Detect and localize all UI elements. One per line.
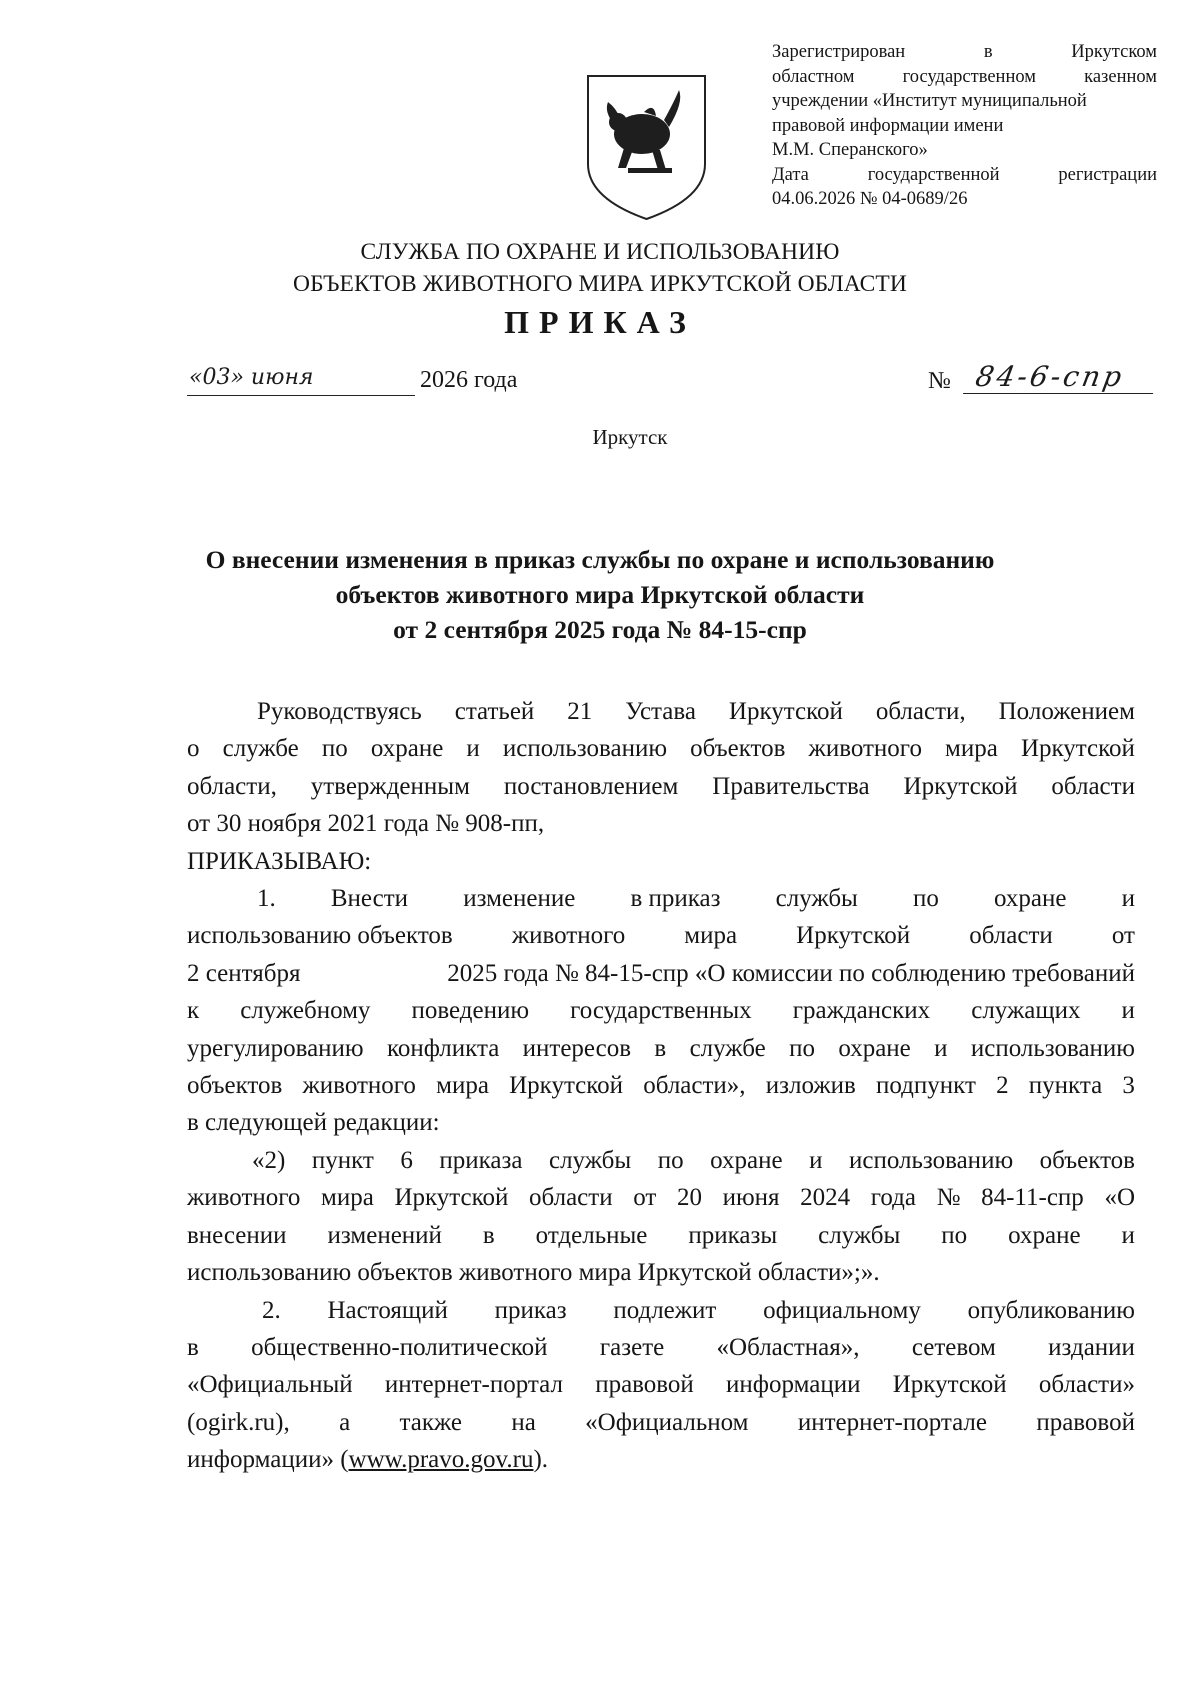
item-1-paragraph bbox=[187, 880, 1135, 1142]
word: объектов bbox=[187, 1072, 283, 1100]
word: использованию объектов bbox=[187, 922, 453, 950]
word: объектов bbox=[1039, 1146, 1135, 1174]
word: постановлением bbox=[503, 772, 679, 800]
word: Иркутской bbox=[796, 922, 911, 950]
word: «О bbox=[1104, 1184, 1135, 1212]
word: охране bbox=[1008, 1221, 1081, 1249]
word: в приказ bbox=[630, 885, 721, 913]
text-line: от 30 ноября 2021 года № 908-пп, bbox=[187, 810, 545, 838]
word: изложив bbox=[765, 1072, 856, 1100]
word: отдельные bbox=[535, 1221, 648, 1249]
word: Руководствуясь bbox=[257, 698, 422, 725]
word: 21 bbox=[567, 698, 593, 725]
word: июня bbox=[722, 1184, 780, 1212]
word: охране bbox=[994, 885, 1067, 913]
organization-name-line1: СЛУЖБА ПО ОХРАНЕ И ИСПОЛЬЗОВАНИЮ bbox=[360, 239, 840, 265]
word: Иркутской bbox=[892, 1371, 1007, 1399]
text-line bbox=[187, 1292, 1135, 1329]
word: службы bbox=[775, 885, 858, 913]
text-line bbox=[187, 1404, 1135, 1441]
item-2-paragraph bbox=[187, 1292, 1135, 1479]
word: интересов bbox=[522, 1034, 632, 1062]
word: «Официальном bbox=[585, 1408, 749, 1436]
word: мира bbox=[684, 922, 738, 950]
word: использованию bbox=[848, 1146, 1014, 1174]
word: использованию bbox=[970, 1034, 1135, 1062]
word: и bbox=[1121, 885, 1135, 913]
document-date bbox=[187, 365, 537, 399]
date-year: 2026 года bbox=[420, 367, 518, 393]
word: мира bbox=[321, 1184, 374, 1212]
text-line bbox=[187, 992, 1135, 1029]
word: урегулированию bbox=[187, 1034, 364, 1062]
word: 6 bbox=[400, 1146, 413, 1174]
word: и bbox=[934, 1034, 948, 1062]
word: службы bbox=[548, 1146, 632, 1174]
word: 3 bbox=[1122, 1072, 1135, 1100]
word: охране bbox=[710, 1146, 783, 1174]
word: области, bbox=[187, 772, 277, 800]
word: и bbox=[466, 735, 480, 763]
word: сетевом bbox=[911, 1333, 996, 1361]
text-line bbox=[187, 880, 1135, 917]
word: по bbox=[941, 1221, 968, 1249]
text-line bbox=[187, 693, 1135, 730]
quoted-amendment bbox=[187, 1142, 1135, 1292]
word: государственных bbox=[570, 997, 752, 1025]
word: животного bbox=[511, 922, 626, 950]
word: области bbox=[969, 922, 1053, 950]
word: 1. bbox=[257, 885, 276, 913]
word: конфликта bbox=[386, 1034, 500, 1062]
word: Иркутской bbox=[509, 1072, 624, 1100]
word: в bbox=[654, 1034, 667, 1062]
word: Иркутской bbox=[1020, 735, 1135, 763]
word: служебному bbox=[240, 997, 371, 1025]
word: в bbox=[187, 1333, 199, 1361]
word: от bbox=[633, 1184, 657, 1212]
text-line bbox=[187, 730, 1135, 767]
word: служащих bbox=[971, 997, 1081, 1025]
word: по bbox=[657, 1146, 684, 1174]
text-line bbox=[187, 1142, 1135, 1179]
word: Устава bbox=[625, 698, 696, 725]
word: Правительства bbox=[712, 772, 870, 800]
registration-line: М.М. Сперанского» bbox=[772, 140, 928, 160]
text-line bbox=[187, 1217, 1135, 1254]
word: по bbox=[789, 1034, 815, 1062]
word: службе bbox=[689, 1034, 766, 1062]
word: № bbox=[936, 1184, 961, 1212]
word: по bbox=[912, 885, 939, 913]
text-line bbox=[187, 1067, 1135, 1104]
word: поведению bbox=[411, 997, 530, 1025]
word: приказа bbox=[439, 1146, 523, 1174]
registration-line: областном государственном казенном bbox=[772, 66, 1157, 87]
registration-line: Дата государственной регистрации bbox=[772, 164, 1157, 185]
word: издании bbox=[1048, 1333, 1135, 1361]
word: области bbox=[529, 1184, 613, 1212]
document-subject: О внесении изменения в приказ службы по охране и использованию объектов животного мира Иркутской области от 2 сентября 2025 года № 84-15-спр bbox=[205, 545, 995, 644]
word: утвержденным bbox=[310, 772, 470, 800]
text-line bbox=[187, 917, 1135, 954]
word: общественно-политической bbox=[251, 1333, 548, 1361]
word: службе bbox=[222, 735, 299, 763]
word: Положением bbox=[998, 698, 1135, 725]
registration-stamp bbox=[772, 40, 1157, 212]
word: области», bbox=[643, 1072, 746, 1100]
word: 84-11-спр bbox=[981, 1184, 1084, 1212]
text-line bbox=[187, 1329, 1135, 1366]
word: по bbox=[321, 735, 348, 763]
word: опубликованию bbox=[967, 1296, 1135, 1324]
word: «Областная», bbox=[716, 1333, 860, 1361]
word: от bbox=[1111, 922, 1135, 950]
document-body bbox=[187, 693, 1135, 1479]
word: а bbox=[339, 1408, 351, 1436]
document-type-title: ПРИКАЗ bbox=[504, 304, 696, 340]
word: подлежит bbox=[613, 1296, 717, 1324]
word: мира bbox=[436, 1072, 489, 1100]
text-line bbox=[187, 955, 1135, 992]
word: «2) bbox=[252, 1146, 286, 1174]
word: пункта bbox=[1028, 1072, 1103, 1100]
word: интернет-портал bbox=[384, 1371, 563, 1399]
number-sign: № bbox=[928, 368, 951, 394]
word: объектов bbox=[690, 735, 786, 763]
word: службы bbox=[818, 1221, 901, 1249]
word: внесении bbox=[187, 1221, 287, 1249]
pravo-link[interactable]: www.pravo.gov.ru bbox=[348, 1446, 534, 1474]
text-line bbox=[187, 1030, 1135, 1067]
text-line bbox=[187, 1179, 1135, 1216]
word: области, bbox=[875, 698, 966, 725]
word: 2024 bbox=[800, 1184, 851, 1212]
word: в bbox=[482, 1221, 495, 1249]
word: Иркутской bbox=[728, 698, 843, 725]
word: о bbox=[187, 735, 200, 763]
word: и bbox=[809, 1146, 823, 1174]
word: изменений bbox=[327, 1221, 442, 1249]
word: охране bbox=[370, 735, 444, 763]
word: мира bbox=[945, 735, 998, 763]
word: Иркутской bbox=[903, 772, 1018, 800]
word: также bbox=[399, 1408, 463, 1436]
city-name: Иркутск bbox=[592, 425, 668, 449]
word: приказы bbox=[688, 1221, 778, 1249]
text-line bbox=[187, 1366, 1135, 1403]
word: правовой bbox=[595, 1371, 694, 1399]
text-line: в следующей редакции: bbox=[187, 1109, 440, 1137]
word: использованию bbox=[502, 735, 668, 763]
word: информации bbox=[726, 1371, 861, 1399]
handwritten-number: 84-6-спр bbox=[963, 360, 1159, 394]
word: 2. bbox=[262, 1296, 281, 1324]
text-line: информации» (www.pravo.gov.ru). bbox=[187, 1446, 549, 1474]
word: «Официальный bbox=[187, 1371, 353, 1399]
organization-name-line2: ОБЪЕКТОВ ЖИВОТНОГО МИРА ИРКУТСКОЙ ОБЛАСТИ bbox=[293, 271, 907, 297]
word: (ogirk.ru), bbox=[187, 1408, 290, 1436]
word: Настоящий bbox=[327, 1296, 448, 1324]
handwritten-date: «03» июня bbox=[187, 365, 415, 396]
word: гражданских bbox=[792, 997, 931, 1025]
order-word: ПРИКАЗЫВАЮ: bbox=[187, 847, 372, 875]
word: области bbox=[1051, 772, 1135, 800]
word: 2 bbox=[996, 1072, 1009, 1100]
word: животного bbox=[187, 1184, 301, 1212]
word: изменение bbox=[463, 885, 576, 913]
registration-number: 04.06.2026 № 04-0689/26 bbox=[772, 189, 968, 209]
word: Внести bbox=[330, 885, 409, 913]
word: охране bbox=[838, 1034, 911, 1062]
word: на bbox=[511, 1408, 536, 1436]
registration-line: правовой информации имени bbox=[772, 115, 1004, 136]
text-line: использованию объектов животного мира Иркутской области»;». bbox=[187, 1259, 880, 1287]
word: правовой bbox=[1036, 1408, 1135, 1436]
coat-of-arms-emblem bbox=[584, 72, 709, 222]
word: и bbox=[1121, 1221, 1135, 1249]
word: и bbox=[1121, 997, 1135, 1025]
word: животного bbox=[808, 735, 922, 763]
word: Иркутской bbox=[394, 1184, 509, 1212]
word: 2025 года № 84-15-спр «О комиссии по соблюдению требований bbox=[447, 959, 1135, 987]
word: статьей bbox=[454, 698, 535, 725]
word: интернет-портале bbox=[797, 1408, 987, 1436]
word: официальному bbox=[763, 1296, 921, 1324]
document-number bbox=[928, 360, 1158, 400]
word: приказ bbox=[494, 1296, 567, 1324]
word: 2 сентября bbox=[187, 959, 301, 987]
text-line bbox=[187, 768, 1135, 805]
preamble-paragraph bbox=[187, 693, 1135, 843]
word: года bbox=[870, 1184, 916, 1212]
word: к bbox=[187, 997, 200, 1025]
word: газете bbox=[599, 1333, 665, 1361]
word: 20 bbox=[676, 1184, 702, 1212]
word: области» bbox=[1038, 1371, 1135, 1399]
registration-line: учреждении «Институт муниципальной bbox=[772, 91, 1087, 111]
registration-line: Зарегистрирован в Иркутском bbox=[772, 42, 1157, 62]
word: пункт bbox=[311, 1146, 374, 1174]
word: животного bbox=[302, 1072, 416, 1100]
word: подпункт bbox=[876, 1072, 976, 1100]
